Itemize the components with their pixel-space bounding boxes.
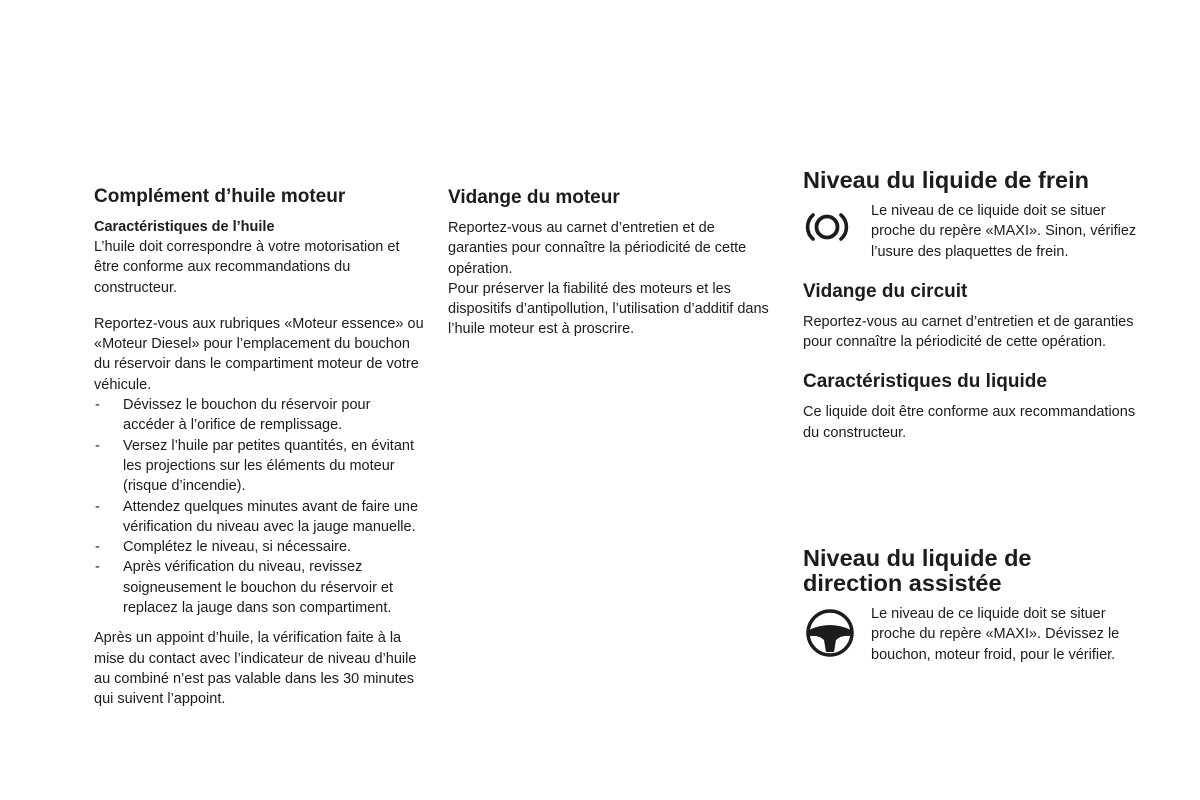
brake-fluid-title: Niveau du liquide de frein bbox=[803, 167, 1089, 193]
list-item: - Attendez quelques minutes avant de faire une vérification du niveau avec la jauge manuelle. bbox=[94, 497, 426, 538]
fluid-characteristics-text: Ce liquide doit être conforme aux recommandations du constructeur. bbox=[803, 404, 1136, 441]
list-item: - Versez l’huile par petites quantités, en évitant les projections sur les éléments du moteur (risque d’incendie). bbox=[94, 436, 426, 497]
power-steering-title-line2: direction assistée bbox=[803, 570, 1002, 596]
engine-oil-change-title: Vidange du moteur bbox=[448, 187, 620, 208]
steering-wheel-icon bbox=[803, 604, 871, 658]
power-steering-title bbox=[803, 546, 1143, 596]
engine-oil-change-text: Reportez-vous au carnet d’entretien et de garanties pour connaître la périodicité de cette opération. bbox=[448, 220, 747, 277]
additive-warning-text: Pour préserver la fiabilité des moteurs et les dispositifs d’antipollution, l’utilisation d’additif dans l’huile moteur est à proscrire. bbox=[448, 280, 769, 338]
fluid-characteristics-section bbox=[803, 370, 1143, 443]
list-item: - Complétez le niveau, si nécessaire. bbox=[94, 537, 426, 557]
power-steering-section bbox=[803, 546, 1143, 665]
oil-location-text: Reportez-vous aux rubriques «Moteur essence» ou «Moteur Diesel» pour l’emplacement du bouchon du réservoir dans le compartiment moteur de votre véhicule. bbox=[94, 315, 424, 393]
brake-fluid-text: Le niveau de ce liquide doit se situer proche du repère «MAXI». Sinon, vérifiez l’usure des plaquettes de frein. bbox=[871, 203, 1137, 260]
brake-fluid-section bbox=[803, 168, 1143, 443]
circuit-change-text: Reportez-vous au carnet d’entretien et de garanties pour connaître la périodicité de cette opération. bbox=[803, 313, 1134, 351]
power-steering-info bbox=[803, 604, 1143, 665]
oil-characteristics-text: L’huile doit correspondre à votre motorisation et être conforme aux recommandations du constructeur. bbox=[94, 239, 400, 296]
oil-topup-title: Complément d’huile moteur bbox=[94, 186, 346, 207]
list-item: - Dévissez le bouchon du réservoir pour accéder à l’orifice de remplissage. bbox=[94, 395, 426, 436]
list-item: - Après vérification du niveau, revissez soigneusement le bouchon du réservoir et replacez la jauge dans son compartiment. bbox=[94, 557, 426, 618]
fluid-characteristics-title: Caractéristiques du liquide bbox=[803, 371, 1047, 393]
engine-oil-change-section bbox=[448, 186, 778, 340]
oil-topup-steps bbox=[94, 395, 426, 618]
power-steering-text: Le niveau de ce liquide doit se situer proche du repère «MAXI». Dévissez le bouchon, moteur froid, pour le vérifier. bbox=[871, 606, 1120, 663]
circuit-change-title: Vidange du circuit bbox=[803, 280, 968, 302]
oil-topup-section bbox=[94, 185, 426, 710]
oil-check-note: Après un appoint d’huile, la vérification faite à la mise du contact avec l’indicateur de niveau d’huile au combiné n’est pas valable dans les 30 minutes qui suivent l’appoint. bbox=[94, 630, 417, 708]
oil-characteristics-subtitle: Caractéristiques de l’huile bbox=[94, 219, 275, 235]
brake-warning-icon bbox=[803, 201, 871, 245]
brake-fluid-info bbox=[803, 201, 1143, 262]
power-steering-title-line1: Niveau du liquide de bbox=[803, 545, 1032, 571]
circuit-change-section bbox=[803, 280, 1143, 353]
